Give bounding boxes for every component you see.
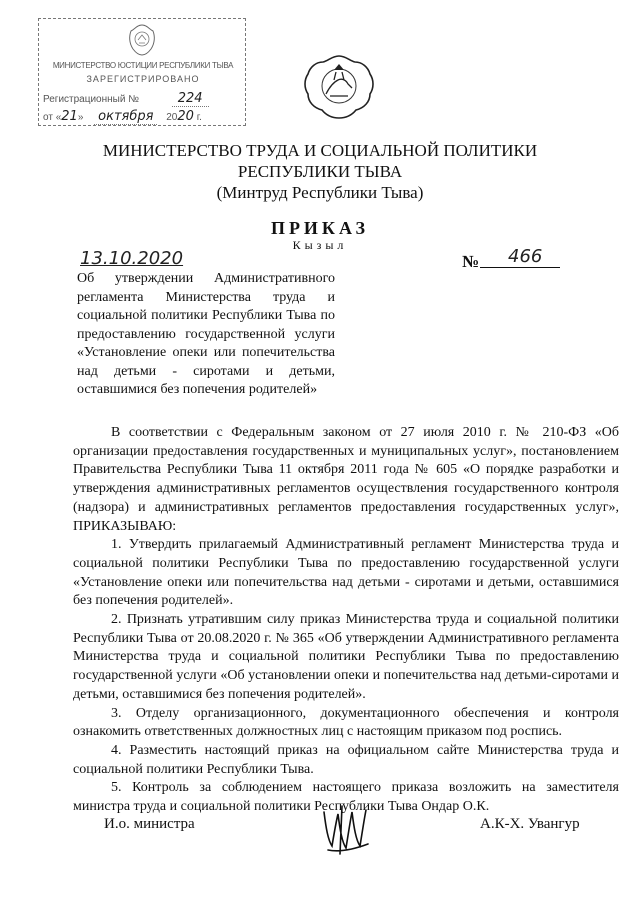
order-body [73,424,619,817]
stamp-date-prefix: от « [43,112,62,123]
stamp-date-row: от «21» октября 2020 г. [43,109,202,124]
stamp-date-month: октября [94,109,157,125]
ministry-name-line2: РЕСПУБЛИКИ ТЫВА [237,162,403,181]
stamp-ministry-line: МИНИСТЕРСТВО ЮСТИЦИИ РЕСПУБЛИКИ ТЫВА [52,61,234,70]
signatory-role: И.о. министра [104,816,195,832]
stamp-reg-label: Регистрационный № [43,94,139,105]
stamp-reg-number: 224 [172,91,209,107]
order-item-4: 4. Разместить настоящий приказ на официальном сайте Министерства труда и социальной политики Республики Тыва. [73,742,619,777]
document-city: Кызыл [292,238,348,252]
order-item-3: 3. Отделу организационного, документационного обеспечения и контроля ознакомить ответственных должностных лиц с настоящим приказом под роспись. [73,705,619,740]
order-number-label: № [462,252,480,271]
stamp-date-year: 20 [177,109,194,124]
stamp-date-year-prefix: 20 [166,112,178,123]
stamp-date-suffix: г. [196,112,202,123]
ministry-name-line1: МИНИСТЕРСТВО ТРУДА И СОЦИАЛЬНОЙ ПОЛИТИКИ [102,141,538,160]
ministry-short-name: (Минтруд Республики Тыва) [216,183,424,202]
order-item-5: 5. Контроль за соблюдением настоящего приказа возложить на заместителя министра труда и социальной политики Республики Тыва Ондар О.К. [73,780,619,815]
order-item-2: 2. Признать утратившим силу приказ Министерства труда и социальной политики Республики Тыва от 20.08.2020 г. № 365 «Об утверждении Административного регламента Министерства труда и социальной политики Республики Тыва по предоставлению государственной услуги «Об установлении опеки и попечительства над детьми-сиротами и детьми, оставшимися без попечения родителей». [73,612,619,702]
order-subject: Об утверждении Административного регламента Министерства труда и социальной политики Республики Тыва по предоставлению государственной услуги «Установление опеки или попечительства над детьми - сиротами и детьми, оставшимися без попечения родителей» [77,271,335,397]
document-title: ПРИКАЗ [270,218,370,238]
emblem-icon [127,23,157,57]
order-item-1: 1. Утвердить прилагаемый Административный регламент Министерства труда и социальной политики Республики Тыва по предоставлению государственной услуги «Установление опеки или попечительства над детьми - сиротами и детьми, оставшимися без попечения родителей». [73,537,619,609]
order-number: 466 [480,246,560,268]
order-date: 13.10.2020 [80,248,184,269]
stamp-date-day: 21 [61,109,78,124]
handwritten-signature [318,800,376,858]
stamp-registered-line: ЗАРЕГИСТРИРОВАНО [86,74,200,84]
order-preamble: В соответствии с Федеральным законом от 27 июля 2010 г. № 210-ФЗ «Об организации предоставления государственных и муниципальных услуг», постановлением Правительства Республики Тыва 11 октября 2011 года № 605 «О порядке разработки и утверждения административных регламентов осуществления государственного контроля (надзора) и административных регламентов предоставления государственных услуг», ПРИКАЗЫВАЮ: [73,425,619,534]
tuva-emblem-icon [300,52,378,122]
signatory-name: А.К-Х. Увангур [480,816,580,832]
stamp-reg-row [43,91,209,106]
registration-stamp [38,18,246,126]
